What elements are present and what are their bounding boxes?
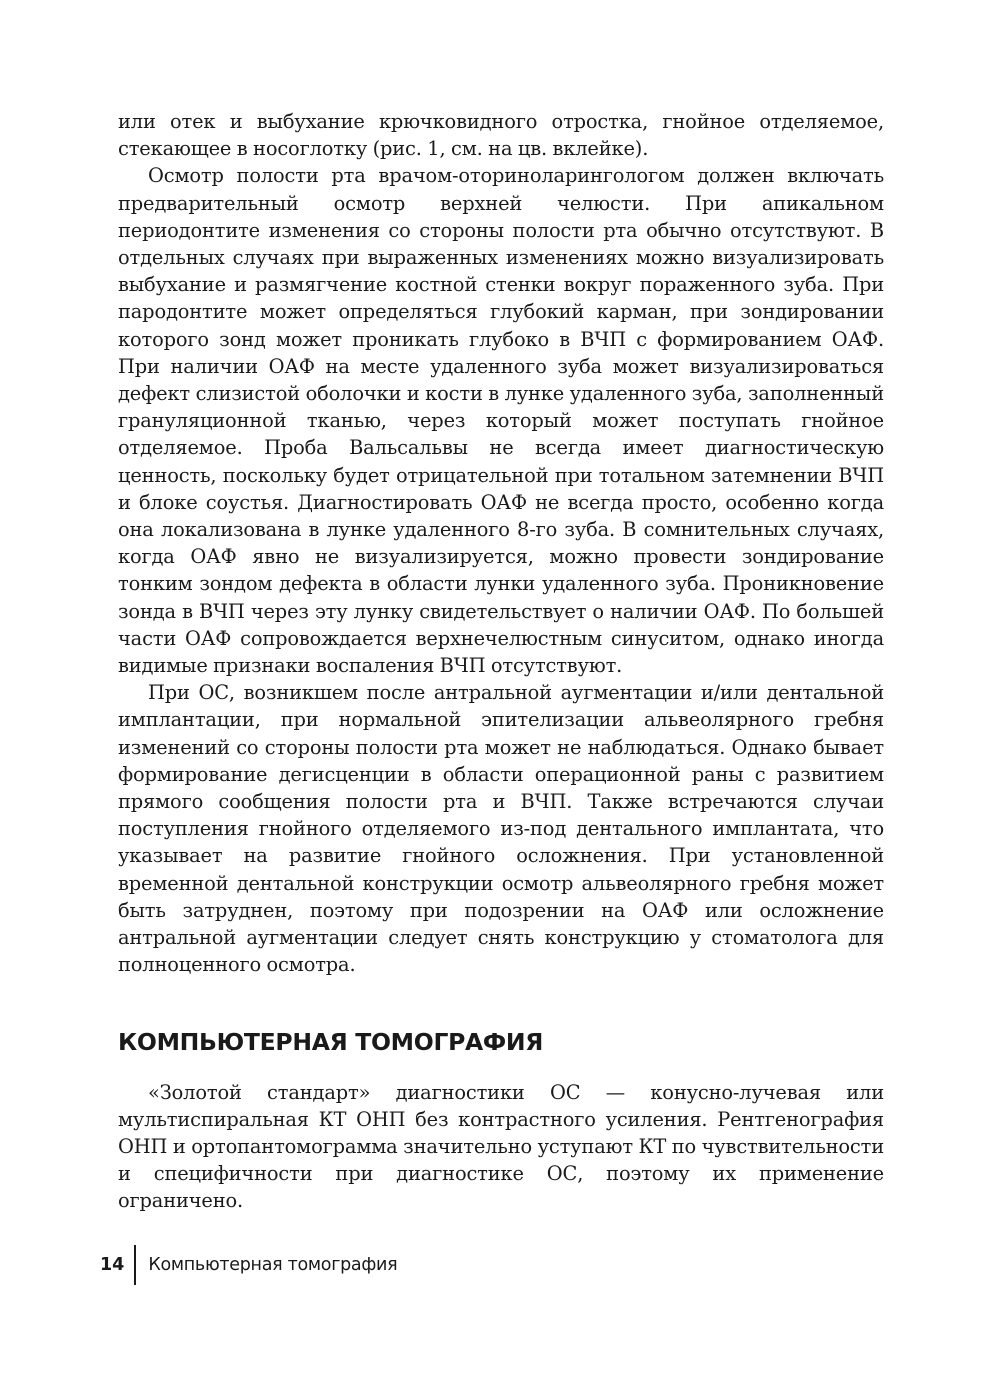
paragraph-augmentation: При ОС, возникшем после антральной аугментации и/или дентальной имплантации, при нормальной эпителизации альвеолярного гребня изменений со стороны полости рта может не наблюдаться. Однако бывает формирование дегисценции в области операционной раны с развитием прямого сообщения полости рта и ВЧП. Также встречаются случаи поступления гнойного отделяемого из-под дентального имплантата, что указывает на развитие гнойного осложнения. При установленной временной дентальной конструкции осмотр альвеолярного гребня может быть затруднен, поэтому при подозрении на ОАФ или осложнение антральной аугментации следует снять конструкцию у стоматолога для полноценного осмотра. [118, 681, 884, 977]
paragraph-continuation: или отек и выбухание крючковидного отростка, гнойное отделяемое, стекающее в носоглотку (рис. 1, см. на цв. вклейке). [118, 110, 884, 161]
section-heading: КОМПЬЮТЕРНАЯ ТОМОГРАФИЯ [118, 1027, 544, 1056]
running-title: Компьютерная томография [148, 1255, 398, 1275]
page-number: 14 [100, 1255, 125, 1275]
page-content [118, 108, 884, 1215]
paragraph-ct-standard: «Золотой стандарт» диагностики ОС — конусно-лучевая или мультиспиральная КТ ОНП без контрастного усиления. Рентгенография ОНП и ортопантомограмма значительно уступают КТ по чувствительности и специфичности при диагностике ОС, поэтому их применение ограничено. [118, 1080, 884, 1213]
paragraph-oral-exam: Осмотр полости рта врачом-оториноларингологом должен включать предварительный осмотр верхней челюсти. При апикальном периодонтите изменения со стороны полости рта обычно отсутствуют. В отдельных случаях при выраженных изменениях можно визуализировать выбухание и размягчение костной стенки вокруг пораженного зуба. При пародонтите может определяться глубокий карман, при зондировании которого зонд может проникать глубоко в ВЧП с формированием ОАФ. При наличии ОАФ на месте удаленного зуба может визуализироваться дефект слизистой оболочки и кости в лунке удаленного зуба, заполненный грануляционной тканью, через который может поступать гнойное отделяемое. Проба Вальсальвы не всегда имеет диагностическую ценность, поскольку будет отрицательной при тотальном затемнении ВЧП и блоке соустья. Диагностировать ОАФ не всегда просто, особенно когда она локализована в лунке удаленного 8-го зуба. В сомнительных случаях, когда ОАФ явно не визуализируется, можно провести зондирование тонким зондом дефекта в области лунки удаленного зуба. Проникновение зонда в ВЧП через эту лунку свидетельствует о наличии ОАФ. По большей части ОАФ сопровождается верхнечелюстным синуситом, однако иногда видимые признаки воспаления ВЧП отсутствуют. [118, 164, 884, 678]
footer-divider [134, 1245, 136, 1285]
page-footer [100, 1245, 397, 1285]
